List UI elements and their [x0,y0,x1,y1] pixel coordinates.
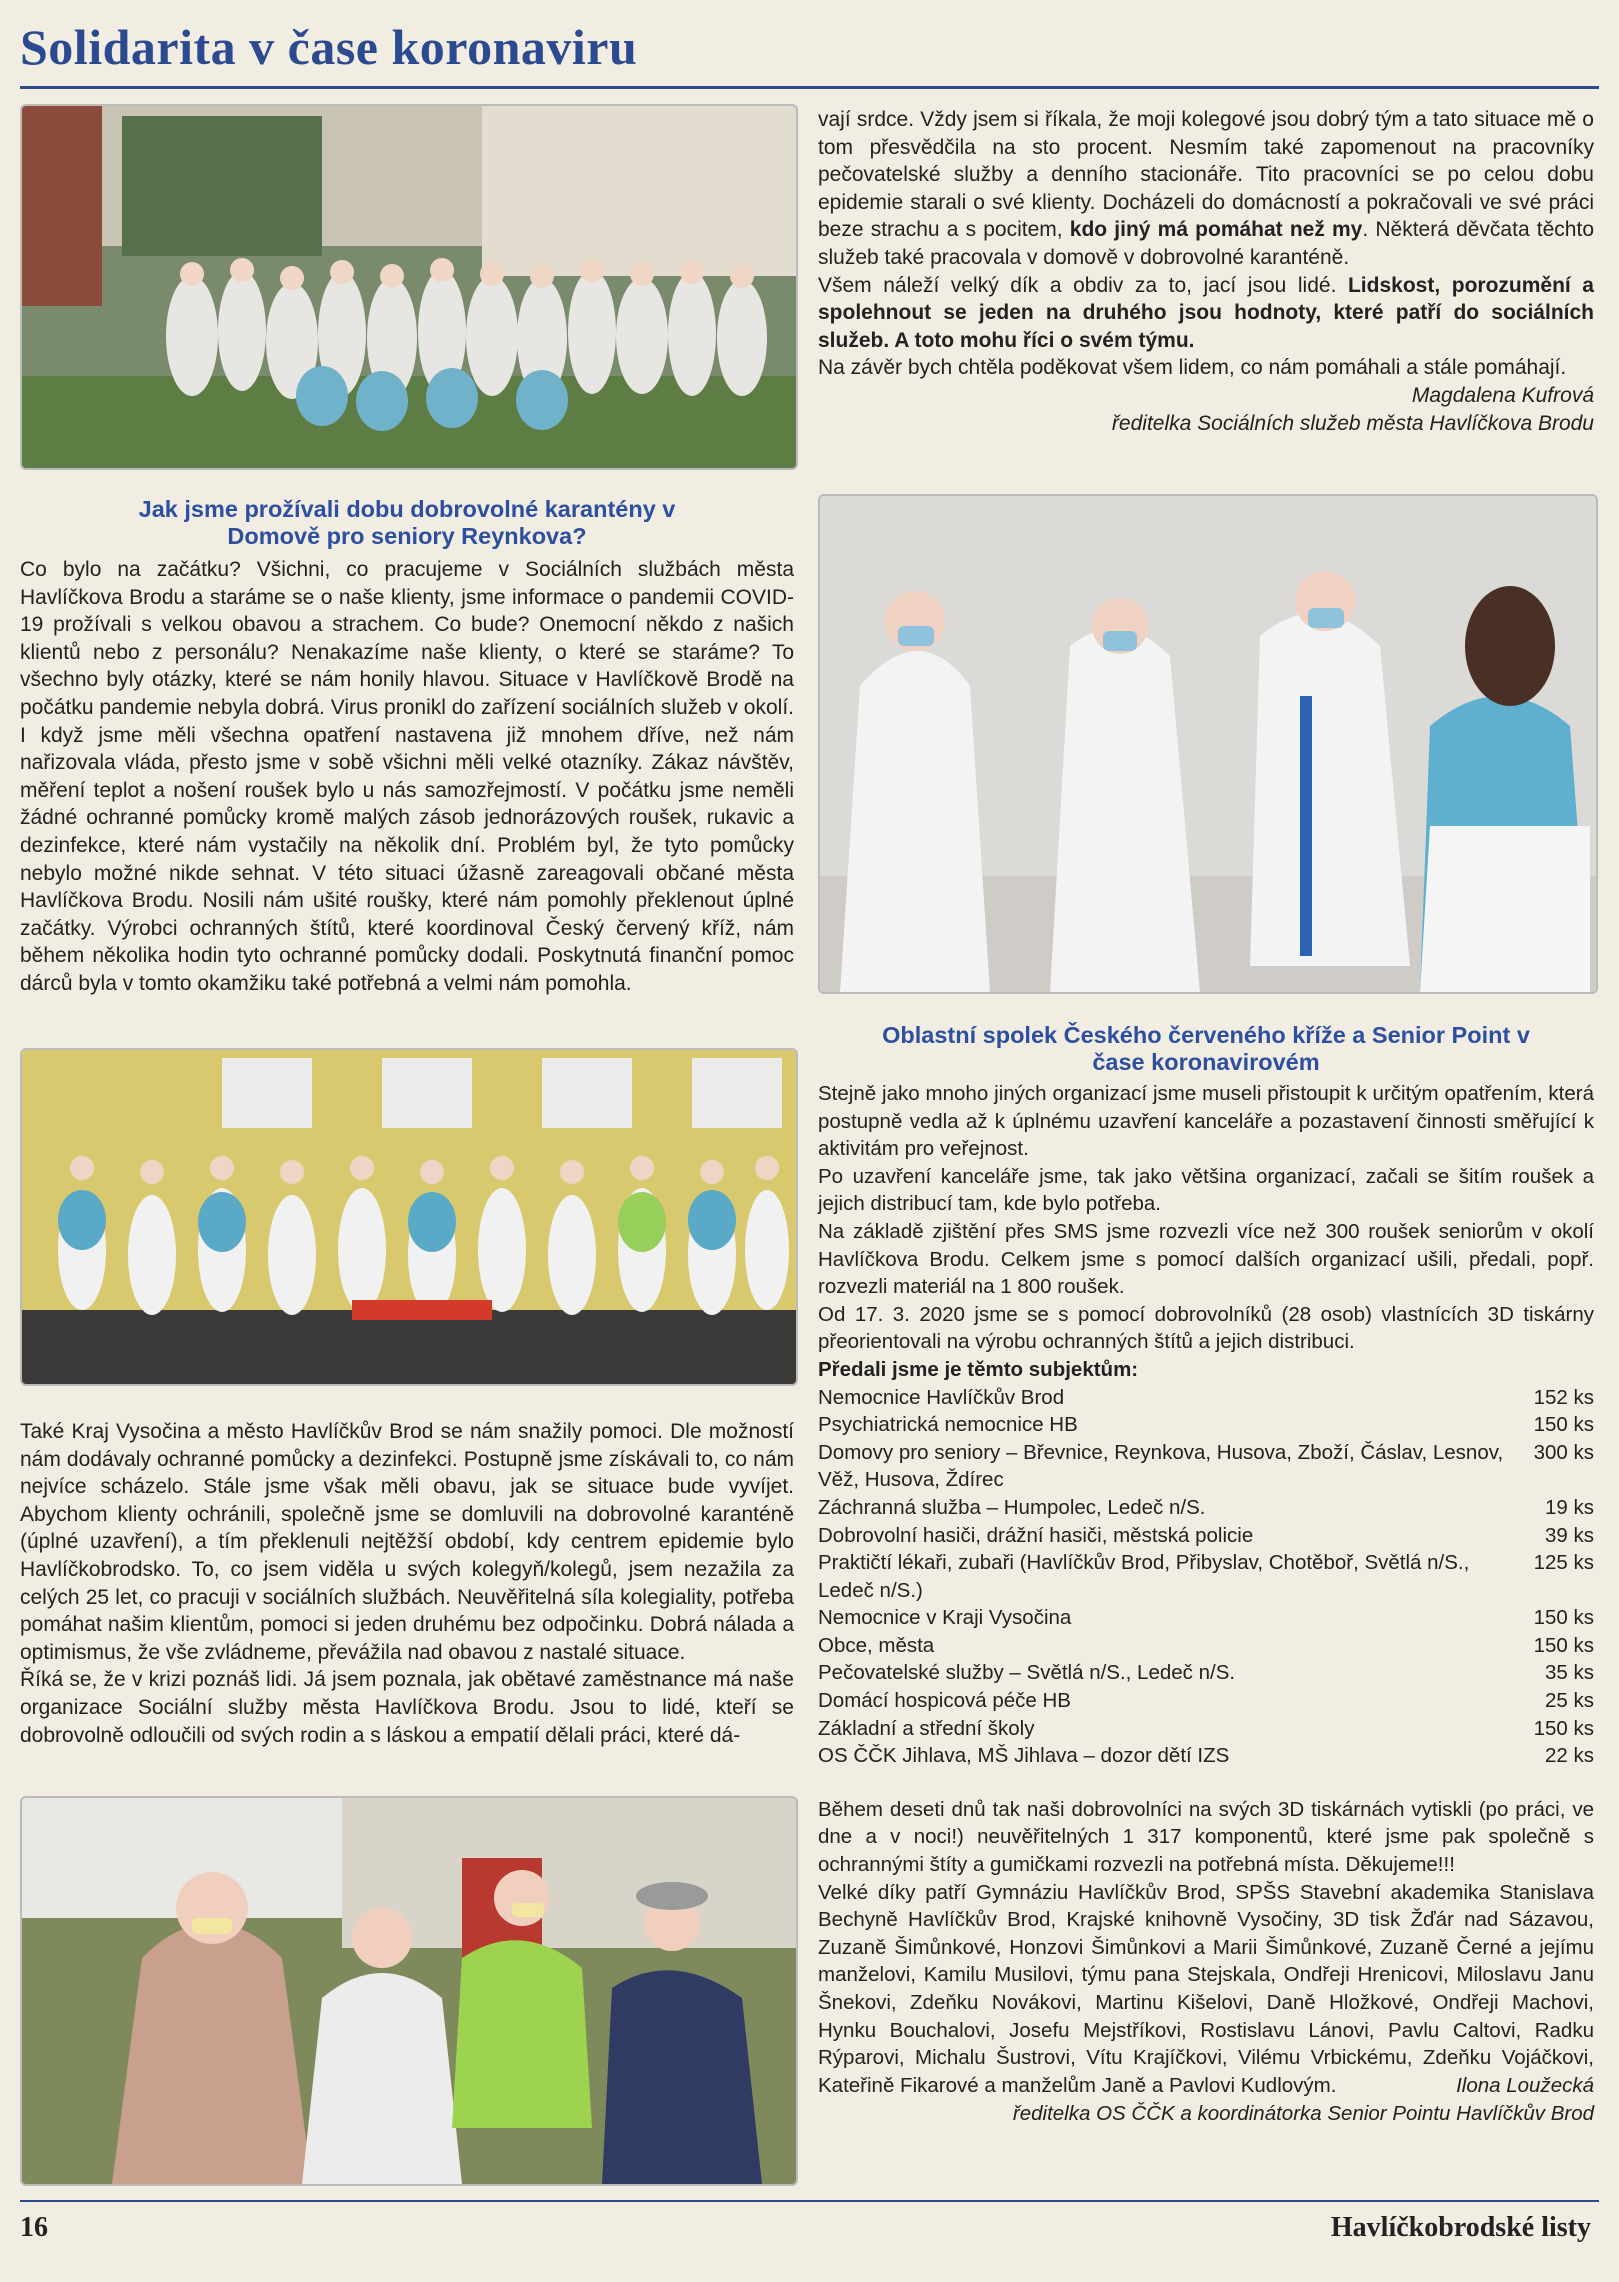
page-number: 16 [20,2212,48,2243]
article2-paragraph-4: Od 17. 3. 2020 jsme se s pomocí dobrovolníků (28 osob) vlastnících 3D tiskárny přeorientovali na výrobu ochranných štítů a jejich distribuci. [818,1302,1594,1354]
article2-paragraph-5: Během deseti dnů tak naši dobrovolníci na svých 3D tiskárnách vytiskli (po práci, ve dne a v noci!) neuvěřitelných 1 317 komponentů, které jsme pak společně s ochrannými štíty a gumičkami rozvezli na potřebná místa. Děkujeme!!! [818,1797,1594,1877]
article1-paragraph-6: Na závěr bych chtěla poděkovat všem lidem, co nám pomáhali a stále pomáhají. [818,356,1567,380]
article1-p5-part-a: Všem náleží velký dík a obdiv za to, jací jsou lidé. [818,273,1348,297]
article1-paragraph-4 [818,106,1594,272]
article2-heading: Oblastní spolek Českého červeného kříže a Senior Point v čase koronavirovém [882,1022,1530,1075]
article1-paragraph-3: Říká se, že v krizi poznáš lidi. Já jsem poznala, jak obětavé zaměstnance má naše organizace Sociální služby města Havlíčkova Brodu. Jsou to lidé, kteří se dobrovolně odloučili od svých rodin a s láskou a empatií dělali práci, které dá- [20,1668,794,1747]
recipient-quantity: 150 ks [1533,1716,1594,1740]
recipient-name: Záchranná služba – Humpolec, Ledeč n/S. [818,1495,1206,1519]
recipient-quantity: 150 ks [1533,1633,1594,1657]
photo-seniors-image [22,1798,796,2184]
recipient-quantity: 152 ks [1533,1385,1594,1409]
footer-rule [20,2200,1599,2202]
photo-group-outdoors [20,104,798,470]
recipient-quantity: 22 ks [1545,1744,1594,1768]
article1-p5-bold: Lidskost, porozumění a spolehnout se jeden na druhého jsou hodnoty, které patří do sociálních služeb. A toto mohu říci o svém týmu. [818,273,1594,352]
publication-name: Havlíčkobrodské listy [1330,2212,1591,2243]
recipient-name: Psychiatrická nemocnice HB [818,1413,1078,1437]
recipient-name: Domácí hospicová péče HB [818,1689,1071,1713]
recipient-name: Pečovatelské služby – Světlá n/S., Ledeč n/S. [818,1661,1236,1685]
recipient-name: Nemocnice Havlíčkův Brod [818,1385,1065,1409]
article1-column-left-bottom [20,1418,794,1749]
recipient-name: Obce, města [818,1633,935,1657]
article1-p4-part-c: . Některá děvčata těchto služeb také pracovala v domově v dobrovolné karanténě. [818,218,1595,269]
recipient-row [818,1494,1594,1522]
recipient-row [818,1715,1594,1743]
article1-heading: Jak jsme prožívali dobu dobrovolné karantény v Domově pro seniory Reynkova? [138,496,676,549]
recipient-name: Základní a střední školy [818,1716,1035,1740]
recipient-row [818,1687,1594,1715]
recipient-row [818,1742,1594,1770]
recipient-quantity: 35 ks [1545,1661,1594,1685]
photo-seniors [20,1796,798,2186]
title-rule [20,86,1599,89]
recipient-quantity: 125 ks [1533,1551,1594,1575]
photo-group-courtyard-image [22,1050,796,1384]
recipient-row [818,1549,1594,1604]
article2-column [818,1022,1594,2128]
recipient-quantity: 39 ks [1545,1523,1594,1547]
photo-group-outdoors-image [22,106,796,468]
article1-paragraph-5 [818,272,1594,355]
article2-author-role: ředitelka OS ČČK a koordinátorka Senior Pointu Havlíčkův Brod [1012,2101,1594,2125]
article1-author: Magdalena Kufrová [1411,383,1594,407]
recipient-quantity: 150 ks [1533,1413,1594,1437]
photo-protective-suits-image [820,496,1596,992]
article1-author-role: ředitelka Sociálních služeb města Havlíčkova Brodu [1111,411,1594,435]
recipient-name: OS ČČK Jihlava, MŠ Jihlava – dozor dětí IZS [818,1744,1230,1768]
article2-paragraph-6: Velké díky patří Gymnáziu Havlíčkův Brod, SPŠS Stavební akademika Stanislava Bechyně Havlíčkův Brod, Krajské knihovně Vysočiny, 3D tisk Žďár nad Sázavou, Zuzaně Šimůnkové, Honzovi Šimůnkovi a Marii Šimůnkové, Zuzaně Černé a jejímu manželovi, Kamilu Musilovi, týmu pana Stejskala, Ondřeji Hrenicovi, Miloslavu Janu Šnekovi, Zdeňku Novákovi, Martinu Kišelovi, Daně Hložkové, Ondřeji Machovi, Hynku Bouchalovi, Josefu Mejstříkovi, Rostislavu Lánovi, Pavlu Caltovi, Radku Rýparovi, Michalu Šustrovi, Vítu Krajíčkovi, Vilému Vrbickému, Zdeňku Vojáčkovi, Kateřině Fikarové a manželům Janě a Pavlovi Kudlovým. [818,1880,1594,2097]
recipient-row [818,1604,1594,1632]
recipient-name: Dobrovolní hasiči, drážní hasiči, městská policie [818,1523,1254,1547]
recipient-row [818,1439,1594,1494]
photo-protective-suits [818,494,1598,994]
article1-column-left-top [20,496,794,998]
article1-p4-bold: kdo jiný má pomáhat než my [1069,218,1363,242]
recipient-row [818,1522,1594,1550]
recipient-quantity: 150 ks [1533,1606,1594,1630]
article2-list-title: Předali jsme je těmto subjektům: [818,1357,1139,1381]
photo-group-courtyard [20,1048,798,1386]
article1-p4-part-a: vají srdce. Vždy jsem si říkala, že moji kolegové jsou dobrý tým a tato situace mě o tom přesvědčila na sto procent. Nesmím také zapomenout na pracovníky pečovatelské služby a denního stacionáře. Tito pracovníci se po celou dobu epidemie starali o své klienty. Docházeli do domácností a pokračovali ve své práci beze strachu a s pocitem, [818,108,1594,242]
recipient-row [818,1411,1594,1439]
recipient-row [818,1632,1594,1660]
article2-paragraph-3: Na základě zjištění přes SMS jsme rozvezli více než 300 roušek seniorům v okolí Havlíčkova Brodu. Celkem jsme s pomocí dalších organizací ušili, předali, popř. rozvezli materiál na 1 800 roušek. [818,1219,1594,1299]
recipient-name: Domovy pro seniory – Břevnice, Reynkova, Husova, Zboží, Čáslav, Lesnov, Věž, Husova, Ždírec [818,1440,1504,1492]
recipient-quantity: 19 ks [1545,1495,1594,1519]
article2-author: Ilona Loužecká [1456,2074,1594,2098]
article1-column-right [818,106,1594,437]
recipient-name: Nemocnice v Kraji Vysočina [818,1606,1072,1630]
recipient-quantity: 25 ks [1545,1689,1594,1713]
article2-paragraph-1: Stejně jako mnoho jiných organizací jsme museli přistoupit k určitým opatřením, která postupně vedla až k úplnému uzavření kanceláře a pozastavení činnosti směřující k aktivitám pro veřejnost. [818,1082,1594,1161]
article1-paragraph-1: Co bylo na začátku? Všichni, co pracujeme v Sociálních službách města Havlíčkova Brodu a staráme se o naše klienty, jsme informace o pandemii COVID-19 prožívali s velkou obavou a strachem. Co bude? Onemocní někdo z našich klientů nebo z personálu? Nenakazíme naše klienty, o které se staráme? To všechno byly otázky, které se nám honily hlavou. Situace v Havlíčkově Brodě na počátku pandemie nebyla dobrá. Virus pronikl do zařízení sociálních služeb v okolí. I když jsme měli všechna opatření nastavena již mnohem dříve, než nám nařizovala vláda, přesto jsme v sobě všichni měli velké otazníky. Zákaz návštěv, měření teplot a nošení roušek bylo u nás samozřejmostí. V počátku jsme neměli žádné ochranné pomůcky kromě malých zásob jednorázových roušek, rukavic a dezinfekce, které nám vystačily na několik dní. Problém byl, že tyto pomůcky nebylo možné nikde sehnat. V této situaci úžasně zareagovali občané města Havlíčkova Brodu. Nosili nám ušité roušky, které nám pomohly překlenout úplné začátky. Výrobci ochranných štítů, které koordinoval Český červený kříž, nám během několika hodin tyto ochranné pomůcky dodali. Poskytnutá finanční pomoc dárců byla v tomto okamžiku také potřebná a velmi nám pomohla. [20,558,794,995]
page-title: Solidarita v čase koronaviru [20,19,638,75]
article1-paragraph-2: Také Kraj Vysočina a město Havlíčkův Brod se nám snažily pomoci. Dle možností nám dodávaly ochranné pomůcky a dezinfekci. Postupně jsme získávali to, co nám nejvíce scházelo. Stále jsme však měli obavu, jak se situace bude vyvíjet. Abychom klienty ochránili, společně jsme se domluvili na dobrovolné karanténě (úplné uzavření), a tím překlenuli nejtěžší období, kdy centrem epidemie bylo Havlíčkobrodsko. To, co jsem viděla u svých kolegyň/kolegů, jsem nezažila za celých 25 let, co pracuji v sociálních službách. Neuvěřitelná síla kolegiality, potřeba pomáhat našim klientům, pomoci si jeden druhému bez odpočinku. Dobrá nálada a optimismus, že vše zvládneme, převážila nad obavou z nastalé situace. [20,1420,794,1664]
recipient-row [818,1384,1594,1412]
article2-paragraph-2: Po uzavření kanceláře jsme, tak jako většina organizací, začali se šitím roušek a jejich distribucí tam, kde bylo potřeba. [818,1164,1594,1216]
recipient-name: Praktičtí lékaři, zubaři (Havlíčkův Brod, Přibyslav, Chotěboř, Světlá n/S., Ledeč n/S.) [818,1551,1470,1602]
recipient-quantity: 300 ks [1533,1440,1594,1464]
recipient-list [818,1384,1594,1770]
recipient-row [818,1659,1594,1687]
